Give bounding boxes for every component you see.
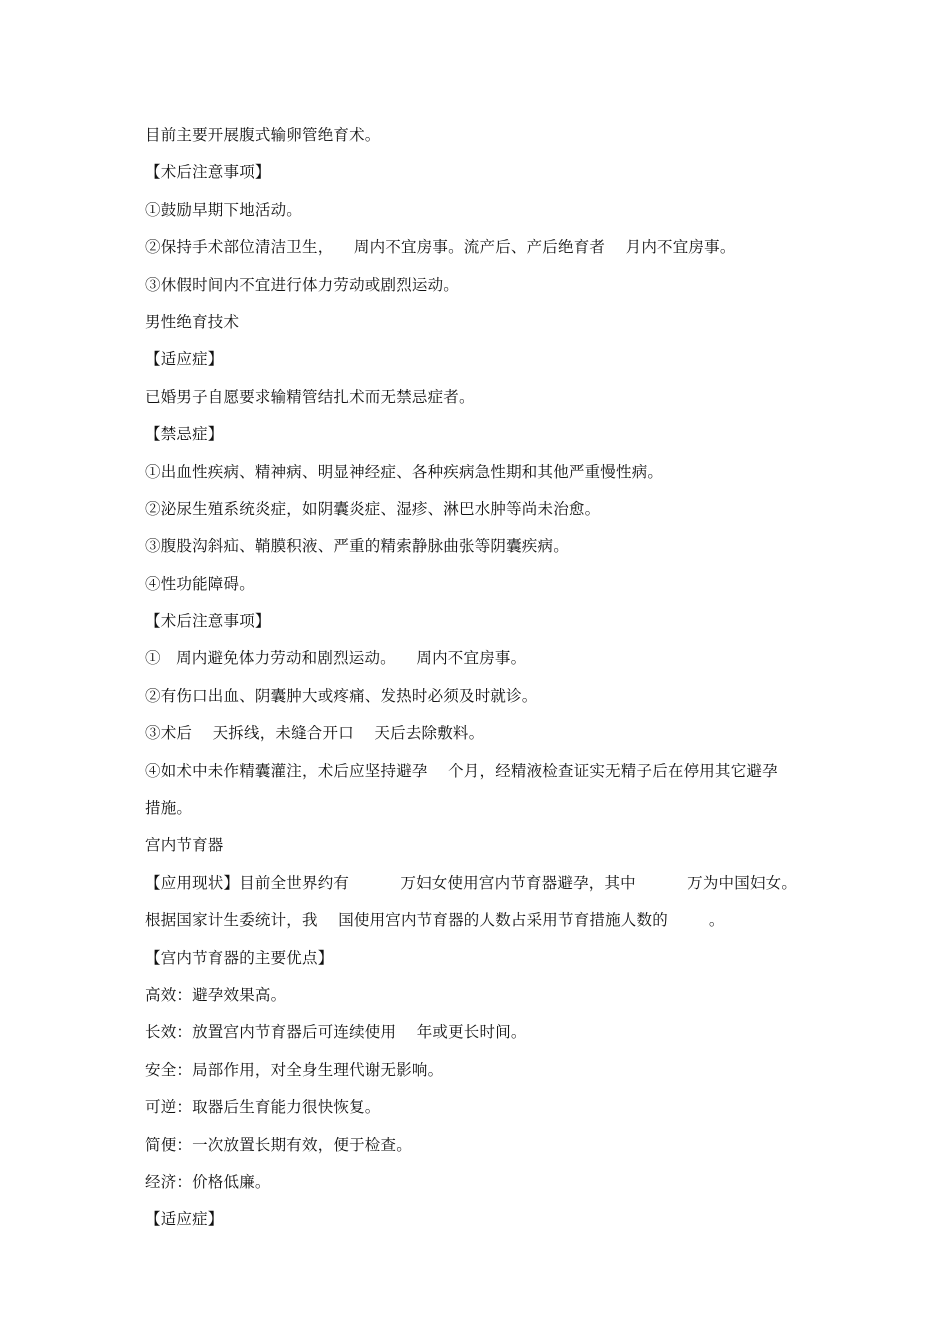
- list-item: 简便：一次放置长期有效，便于检查。: [145, 1135, 412, 1154]
- section-heading: 【禁忌症】: [145, 425, 224, 444]
- list-item: 经济：价格低廉。: [145, 1172, 271, 1191]
- paragraph: 【应用现状】目前全世界约有 万妇女使用宫内节育器避孕，其中 万为中国妇女。: [145, 873, 798, 892]
- list-item: ④性功能障碍。: [145, 574, 255, 593]
- section-title: 宫内节育器: [145, 836, 224, 855]
- list-item: ②有伤口出血、阴囊肿大或疼痛、发热时必须及时就诊。: [145, 686, 538, 705]
- section-heading: 【术后注意事项】: [145, 612, 271, 631]
- list-item: ②泌尿生殖系统炎症，如阴囊炎症、湿疹、淋巴水肿等尚未治愈。: [145, 499, 601, 518]
- paragraph: 根据国家计生委统计，我 国使用宫内节育器的人数占采用节育措施人数的 。: [145, 911, 725, 930]
- list-item: ③术后 天拆线，未缝合开口 天后去除敷料。: [145, 724, 485, 743]
- section-heading: 【术后注意事项】: [145, 163, 271, 182]
- section-heading: 【宫内节育器的主要优点】: [145, 948, 334, 967]
- list-item: ③腹股沟斜疝、鞘膜积液、严重的精索静脉曲张等阴囊疾病。: [145, 537, 569, 556]
- paragraph: 目前主要开展腹式输卵管绝育术。: [145, 126, 381, 144]
- list-item: 可逆：取器后生育能力很快恢复。: [145, 1098, 381, 1117]
- list-item: 长效：放置宫内节育器后可连续使用 年或更长时间。: [145, 1023, 527, 1042]
- list-item: ①鼓励早期下地活动。: [145, 200, 303, 219]
- list-item: ①出血性疾病、精神病、明显神经症、各种疾病急性期和其他严重慢性病。: [145, 462, 664, 481]
- section-title: 男性绝育技术: [145, 312, 240, 331]
- paragraph: 已婚男子自愿要求输精管结扎术而无禁忌症者。: [145, 387, 475, 406]
- list-item: ③休假时间内不宜进行体力劳动或剧烈运动。: [145, 275, 460, 294]
- section-heading: 【适应症】: [145, 1210, 224, 1229]
- list-item: ②保持手术部位清洁卫生， 周内不宜房事。流产后、产后绝育者 月内不宜房事。: [145, 238, 736, 257]
- document-body: [145, 122, 825, 1244]
- list-item: 高效：避孕效果高。: [145, 985, 287, 1004]
- list-item-continuation: 措施。: [145, 799, 193, 818]
- list-item: ④如术中未作精囊灌注，术后应坚持避孕 个月，经精液检查证实无精子后在停用其它避孕: [145, 761, 778, 780]
- list-item: 安全：局部作用，对全身生理代谢无影响。: [145, 1060, 444, 1079]
- list-item: ① 周内避免体力劳动和剧烈运动。 周内不宜房事。: [145, 649, 527, 668]
- section-heading: 【适应症】: [145, 350, 224, 369]
